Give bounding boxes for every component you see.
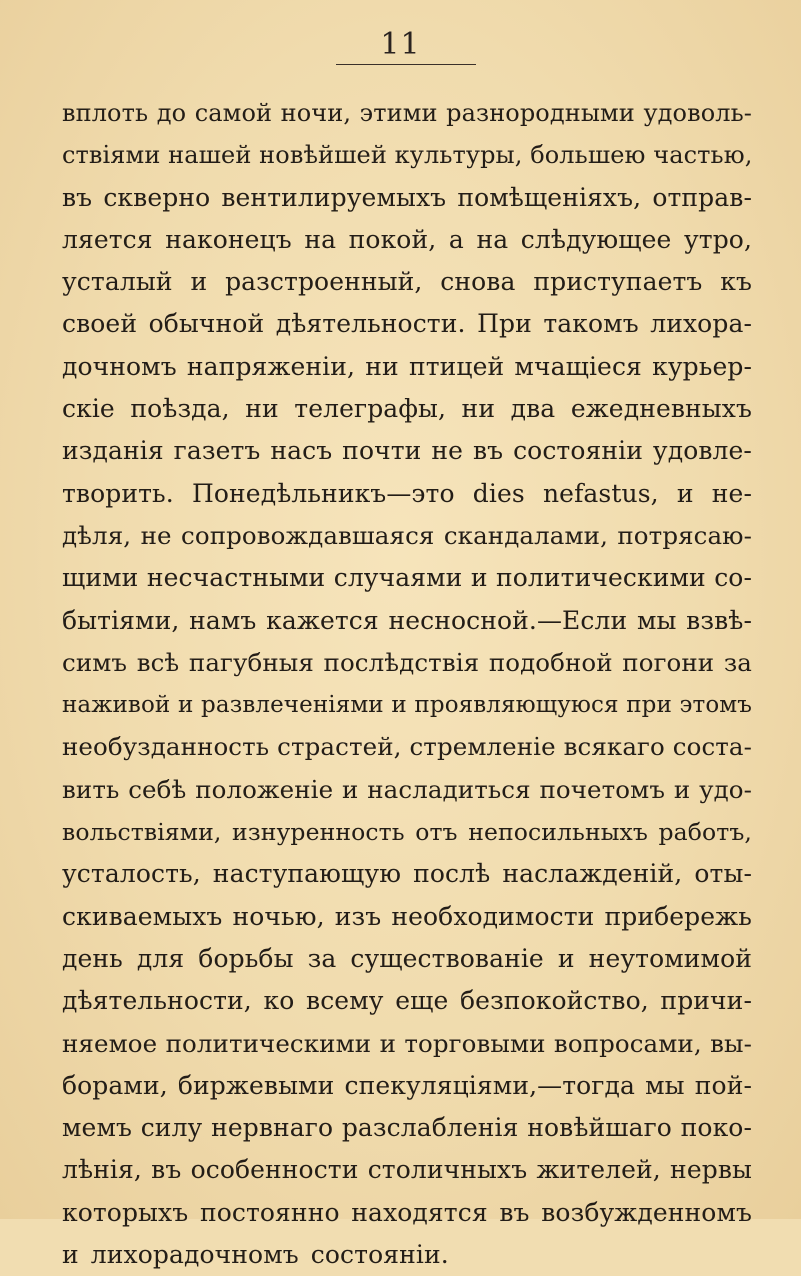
text-line: усталый и разстроенный, снова приступаетъ къ <box>62 267 752 297</box>
body-text <box>62 92 752 1276</box>
text-line: день для борьбы за существованіе и неутомимой <box>62 943 752 973</box>
text-line: вить себѣ положеніе и насладиться почетомъ и удо- <box>62 774 752 804</box>
text-line: которыхъ постоянно находятся въ возбужденномъ <box>62 1197 752 1227</box>
text-line: ствіями нашей новѣйшей культуры, большею частью, <box>62 141 753 170</box>
text-line: мемъ силу нервнаго разслабленія новѣйшаго поко- <box>62 1113 752 1143</box>
text-line: скиваемыхъ ночью, изъ необходимости прибережь <box>62 901 752 931</box>
text-line: няемое политическими и торговыми вопросами, вы- <box>62 1028 752 1058</box>
text-line: ляется наконецъ на покой, а на слѣдующее утро, <box>62 224 752 254</box>
text-line: изданія газетъ насъ почти не въ состояніи удовле- <box>62 436 752 466</box>
text-line: въ скверно вентилируемыхъ помѣщеніяхъ, отправ- <box>62 182 752 212</box>
text-line: необузданность страстей, стремленіе всякаго соста- <box>62 732 752 762</box>
page-number: 11 <box>380 27 421 62</box>
text-line: дочномъ напряженіи, ни птицей мчащіеся курьер- <box>62 351 752 381</box>
text-line: бытіями, намъ кажется несносной.—Если мы взвѣ- <box>62 605 752 635</box>
text-line: скіе поѣзда, ни телеграфы, ни два ежедневныхъ <box>62 394 752 424</box>
text-line: дѣля, не сопровождавшаяся скандалами, потрясаю- <box>62 520 752 550</box>
text-line: усталость, наступающую послѣ наслажденій, оты- <box>62 859 752 889</box>
text-line: щими несчастными случаями и политическими со- <box>62 563 752 593</box>
text-line: вольствіями, изнуренность отъ непосильныхъ работъ, <box>62 818 752 847</box>
text-line: и лихорадочномъ состояніи. <box>62 1240 449 1270</box>
text-line: симъ всѣ пагубныя послѣдствія подобной погони за <box>62 647 752 677</box>
text-line: лѣнія, въ особенности столичныхъ жителей, нервы <box>62 1155 752 1185</box>
header-rule <box>336 64 476 65</box>
text-line: наживой и развлеченіями и проявляющуюся при этомъ <box>62 692 752 719</box>
text-line: своей обычной дѣятельности. При такомъ лихора- <box>62 309 752 339</box>
text-line: вплоть до самой ночи, этими разнородными удоволь- <box>62 99 752 127</box>
text-line: дѣятельности, ко всему еще безпокойство, причи- <box>62 986 752 1016</box>
text-line: творить. Понедѣльникъ—это dies nefastus, и не- <box>62 478 752 508</box>
text-line: борами, биржевыми спекуляціями,—тогда мы пой- <box>62 1070 752 1100</box>
